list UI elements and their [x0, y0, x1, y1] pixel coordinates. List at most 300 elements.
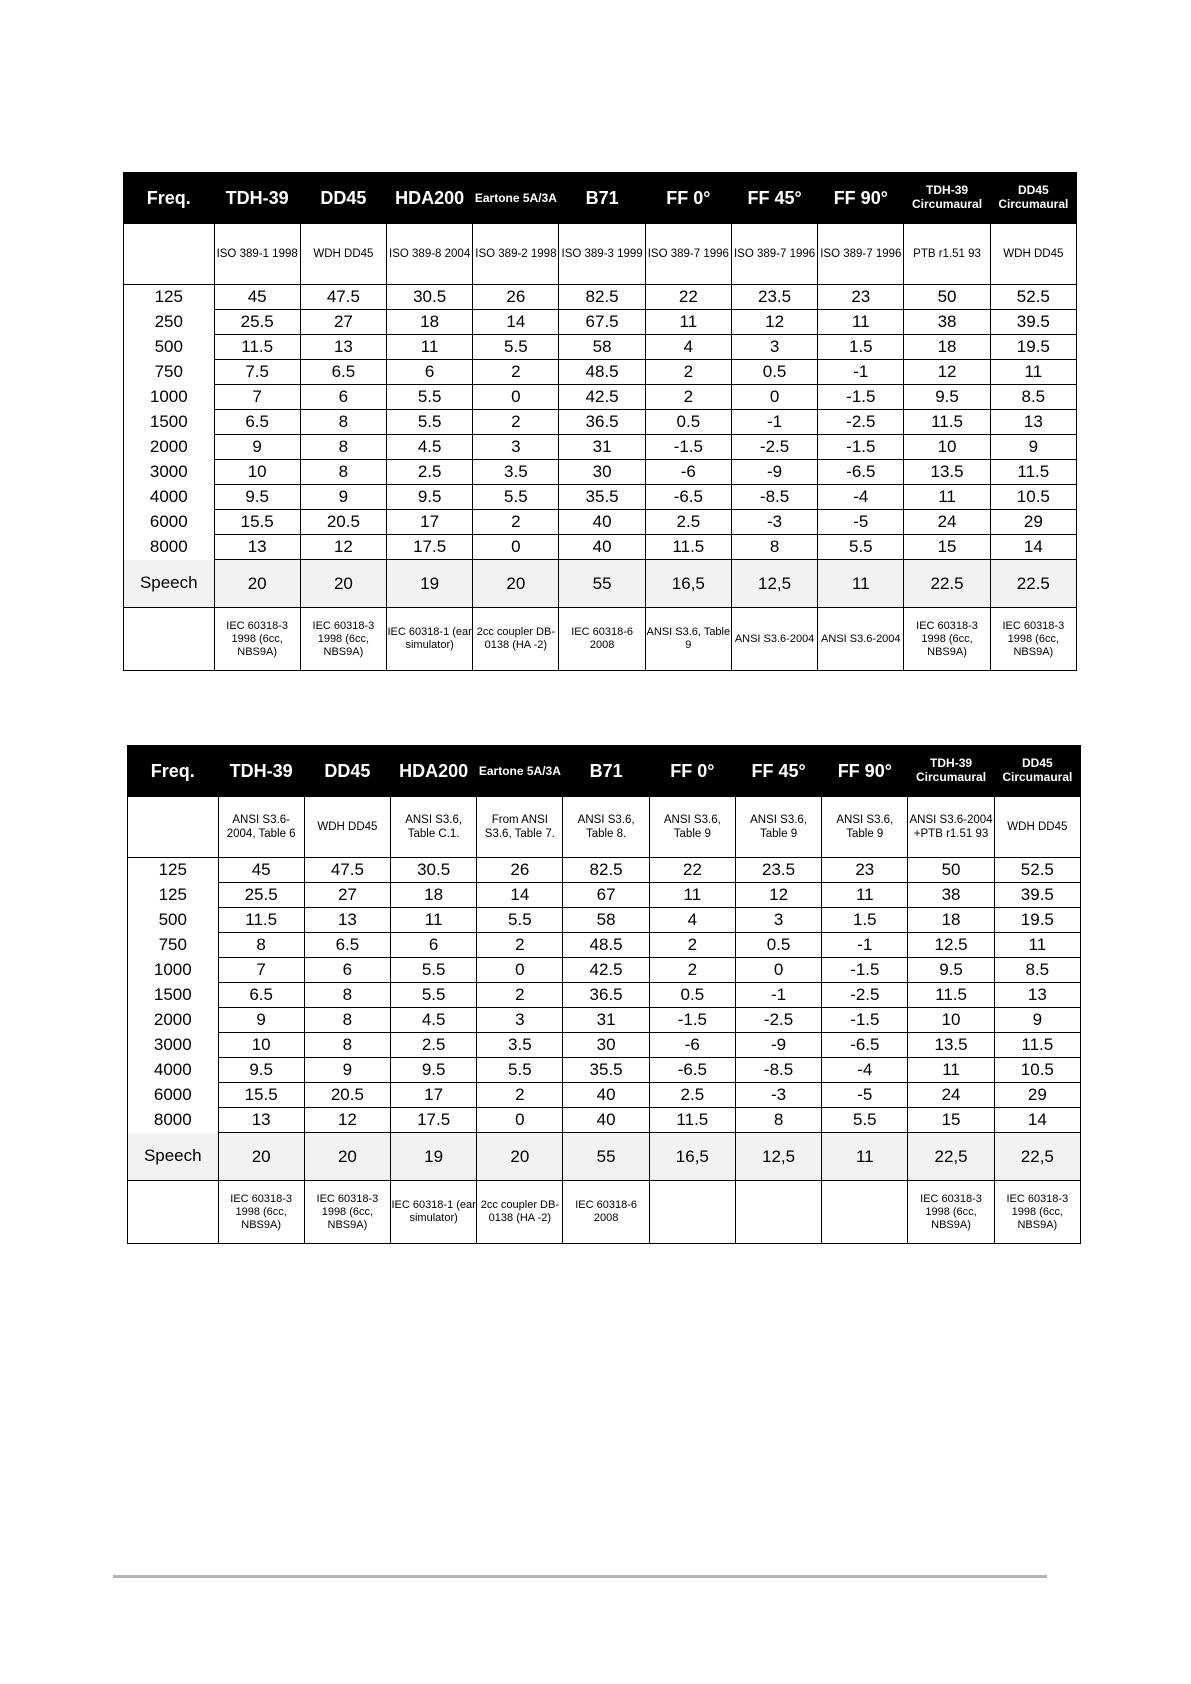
- table-cell: 35.5: [559, 485, 645, 510]
- table-cell: 14: [477, 883, 563, 908]
- frequency-label: 750: [128, 933, 219, 958]
- table-cell: WDH DD45: [304, 797, 390, 858]
- frequency-label: 2000: [128, 1008, 219, 1033]
- table-cell: 23: [818, 285, 904, 310]
- header-label: FF 90°: [833, 187, 888, 208]
- table-cell: 39.5: [990, 310, 1076, 335]
- table-cell: 8: [300, 460, 386, 485]
- table-cell: 2: [473, 410, 559, 435]
- header-label: FF 45°: [747, 187, 802, 208]
- reference-threshold-table-ansi: [127, 745, 1081, 1244]
- table-cell: IEC 60318-3 1998 (6cc, NBS9A): [304, 1181, 390, 1244]
- table-cell: -1.5: [818, 385, 904, 410]
- table-cell: 11: [645, 310, 731, 335]
- table-cell: 9: [304, 1058, 390, 1083]
- table-cell: 12: [735, 883, 821, 908]
- table-cell: 17.5: [391, 1108, 477, 1133]
- table-cell: 3: [731, 335, 817, 360]
- table-cell: 40: [563, 1108, 649, 1133]
- table-cell: 22.5: [990, 560, 1076, 608]
- table-cell: 22: [645, 285, 731, 310]
- table-cell: 2: [473, 510, 559, 535]
- table-cell: WDH DD45: [990, 224, 1076, 285]
- table-cell: 7: [214, 385, 300, 410]
- table-cell: 11.5: [645, 535, 731, 560]
- table-cell: 40: [563, 1083, 649, 1108]
- speech-label: Speech: [128, 1133, 219, 1181]
- table-cell: -9: [735, 1033, 821, 1058]
- table-cell: 0: [731, 385, 817, 410]
- table-cell: ANSI S3.6-2004: [731, 608, 817, 671]
- frequency-row: [128, 1008, 1081, 1033]
- table-cell: 6: [304, 958, 390, 983]
- table-cell: 4: [649, 908, 735, 933]
- table-cell: -1: [731, 410, 817, 435]
- standard-row: [128, 797, 1081, 858]
- table-cell: 11.5: [908, 983, 994, 1008]
- table-cell: [649, 1181, 735, 1244]
- table-cell: -1: [818, 360, 904, 385]
- table-cell: 0.5: [645, 410, 731, 435]
- table-cell: -6.5: [645, 485, 731, 510]
- frequency-label: 1500: [128, 983, 219, 1008]
- header-label: FF 0°: [666, 187, 711, 208]
- coupler-row-label: [128, 1181, 219, 1244]
- table-cell: 11.5: [994, 1033, 1080, 1058]
- table-cell: 11: [822, 1133, 908, 1181]
- table-cell: 5.5: [473, 335, 559, 360]
- standard-row: [124, 224, 1077, 285]
- table-cell: -6.5: [822, 1033, 908, 1058]
- table-cell: 6: [300, 385, 386, 410]
- transducer-header: [214, 173, 300, 224]
- table-cell: IEC 60318-3 1998 (6cc, NBS9A): [300, 608, 386, 671]
- table-cell: 6: [391, 933, 477, 958]
- frequency-row: [124, 485, 1077, 510]
- header-label: B71: [585, 187, 619, 208]
- footer-divider: [113, 1575, 1047, 1578]
- table-cell: 36.5: [559, 410, 645, 435]
- frequency-row: [124, 335, 1077, 360]
- table-cell: 45: [214, 285, 300, 310]
- table-cell: From ANSI S3.6, Table 7.: [477, 797, 563, 858]
- table-cell: 13: [994, 983, 1080, 1008]
- table-cell: 0: [477, 1108, 563, 1133]
- table-cell: 20: [218, 1133, 304, 1181]
- table-cell: -1.5: [822, 958, 908, 983]
- table-cell: -6.5: [818, 460, 904, 485]
- table-cell: 5.5: [473, 485, 559, 510]
- transducer-header: [731, 173, 817, 224]
- table-cell: 19.5: [994, 908, 1080, 933]
- table-cell: 13: [218, 1108, 304, 1133]
- table-cell: 22,5: [908, 1133, 994, 1181]
- table-cell: -2.5: [731, 435, 817, 460]
- table-cell: 2: [649, 958, 735, 983]
- table-cell: 8: [735, 1108, 821, 1133]
- table-cell: 2: [477, 983, 563, 1008]
- table-cell: 35.5: [563, 1058, 649, 1083]
- transducer-header: [477, 746, 563, 797]
- table-cell: 12.5: [908, 933, 994, 958]
- table-cell: 9.5: [214, 485, 300, 510]
- table-cell: 11.5: [214, 335, 300, 360]
- table-cell: 3: [473, 435, 559, 460]
- table-cell: 12: [904, 360, 990, 385]
- transducer-header: [990, 173, 1076, 224]
- transducer-header: [473, 173, 559, 224]
- table-cell: 11: [391, 908, 477, 933]
- transducer-header: [300, 173, 386, 224]
- table-cell: 67: [563, 883, 649, 908]
- table-cell: 5.5: [822, 1108, 908, 1133]
- frequency-label: 750: [124, 360, 215, 385]
- table-cell: 20.5: [304, 1083, 390, 1108]
- table-cell: 23.5: [731, 285, 817, 310]
- table-cell: 11.5: [649, 1108, 735, 1133]
- table-cell: 13: [214, 535, 300, 560]
- header-label: Freq.: [150, 760, 195, 781]
- table-cell: 10: [218, 1033, 304, 1058]
- table-cell: 67.5: [559, 310, 645, 335]
- table-cell: 3.5: [473, 460, 559, 485]
- header-label: TDH-39 Circumaural: [916, 756, 987, 784]
- table-cell: 11: [908, 1058, 994, 1083]
- table-cell: 13.5: [904, 460, 990, 485]
- table-cell: 58: [559, 335, 645, 360]
- table-cell: 0: [735, 958, 821, 983]
- header-label: TDH-39 Circumaural: [912, 183, 983, 211]
- table-cell: 20: [473, 560, 559, 608]
- reference-threshold-table-iso: [123, 172, 1077, 671]
- frequency-label: 125: [128, 858, 219, 883]
- table-cell: -6.5: [649, 1058, 735, 1083]
- table-cell: 6: [387, 360, 473, 385]
- table-cell: 23.5: [735, 858, 821, 883]
- table-cell: ANSI S3.6-2004: [818, 608, 904, 671]
- frequency-label: 1000: [124, 385, 215, 410]
- transducer-header: [563, 746, 649, 797]
- table-cell: 20: [477, 1133, 563, 1181]
- table-cell: PTB r1.51 93: [904, 224, 990, 285]
- frequency-label: 1000: [128, 958, 219, 983]
- header-label: Freq.: [146, 187, 191, 208]
- table-cell: -2.5: [822, 983, 908, 1008]
- table-cell: 22,5: [994, 1133, 1080, 1181]
- table-cell: 2: [645, 360, 731, 385]
- table-cell: IEC 60318-3 1998 (6cc, NBS9A): [218, 1181, 304, 1244]
- table-cell: 10.5: [990, 485, 1076, 510]
- header-row: [128, 746, 1081, 797]
- table-cell: 12: [304, 1108, 390, 1133]
- table-cell: 9.5: [387, 485, 473, 510]
- frequency-row: [128, 1058, 1081, 1083]
- frequency-label: 4000: [124, 485, 215, 510]
- table-cell: 12,5: [731, 560, 817, 608]
- table-cell: 31: [563, 1008, 649, 1033]
- table-cell: 24: [908, 1083, 994, 1108]
- coupler-row-label: [124, 608, 215, 671]
- header-label: DD45 Circumaural: [1002, 756, 1073, 784]
- table-cell: 52.5: [990, 285, 1076, 310]
- table-cell: IEC 60318-3 1998 (6cc, NBS9A): [904, 608, 990, 671]
- table-cell: ISO 389-3 1999: [559, 224, 645, 285]
- transducer-header: [908, 746, 994, 797]
- table-cell: 2.5: [645, 510, 731, 535]
- table-cell: 50: [908, 858, 994, 883]
- table-cell: 6.5: [300, 360, 386, 385]
- table-cell: 1.5: [818, 335, 904, 360]
- table-cell: 4.5: [391, 1008, 477, 1033]
- table-cell: 5.5: [477, 908, 563, 933]
- table-cell: 22: [649, 858, 735, 883]
- table-cell: 8: [218, 933, 304, 958]
- table-cell: 11: [994, 933, 1080, 958]
- table-cell: 18: [904, 335, 990, 360]
- header-label: Eartone 5A/3A: [478, 764, 561, 778]
- frequency-row: [124, 460, 1077, 485]
- table-cell: ISO 389-7 1996: [645, 224, 731, 285]
- frequency-label: 250: [124, 310, 215, 335]
- table-cell: 40: [559, 510, 645, 535]
- frequency-row: [124, 535, 1077, 560]
- header-label: TDH-39: [229, 760, 293, 781]
- frequency-label: 3000: [128, 1033, 219, 1058]
- table-cell: IEC 60318-1 (ear simulator): [387, 608, 473, 671]
- table-cell: 2: [477, 933, 563, 958]
- frequency-label: 3000: [124, 460, 215, 485]
- frequency-row: [124, 435, 1077, 460]
- table-cell: 26: [473, 285, 559, 310]
- table-cell: 6.5: [218, 983, 304, 1008]
- frequency-row: [124, 360, 1077, 385]
- table-cell: 48.5: [563, 933, 649, 958]
- table-cell: ANSI S3.6, Table 9: [645, 608, 731, 671]
- frequency-label: 125: [128, 883, 219, 908]
- table-cell: ANSI S3.6, Table 8.: [563, 797, 649, 858]
- table-cell: -1.5: [645, 435, 731, 460]
- frequency-label: 2000: [124, 435, 215, 460]
- table-cell: 18: [391, 883, 477, 908]
- table-cell: 11: [990, 360, 1076, 385]
- table-cell: 11: [649, 883, 735, 908]
- table-cell: 19: [391, 1133, 477, 1181]
- table-cell: -2.5: [735, 1008, 821, 1033]
- table-cell: 20: [300, 560, 386, 608]
- table-cell: 20: [214, 560, 300, 608]
- table-cell: ANSI S3.6, Table C.1.: [391, 797, 477, 858]
- freq-header: [128, 746, 219, 797]
- table-cell: 42.5: [559, 385, 645, 410]
- table-cell: -5: [822, 1083, 908, 1108]
- table-cell: ANSI S3.6-2004, Table 6: [218, 797, 304, 858]
- frequency-label: 8000: [128, 1108, 219, 1133]
- table-cell: IEC 60318-6 2008: [559, 608, 645, 671]
- table-cell: -1.5: [818, 435, 904, 460]
- frequency-label: 1500: [124, 410, 215, 435]
- table-cell: [822, 1181, 908, 1244]
- table-cell: 47.5: [300, 285, 386, 310]
- table-cell: 12,5: [735, 1133, 821, 1181]
- table-cell: 15: [904, 535, 990, 560]
- table-cell: ISO 389-7 1996: [731, 224, 817, 285]
- table-cell: 0.5: [649, 983, 735, 1008]
- table-cell: ANSI S3.6-2004 +PTB r1.51 93: [908, 797, 994, 858]
- frequency-row: [128, 908, 1081, 933]
- coupler-row: [124, 608, 1077, 671]
- table-cell: 9.5: [218, 1058, 304, 1083]
- table-cell: 7.5: [214, 360, 300, 385]
- standard-row-label: [124, 224, 215, 285]
- table-cell: 9.5: [391, 1058, 477, 1083]
- frequency-row: [128, 858, 1081, 883]
- table-cell: 10.5: [994, 1058, 1080, 1083]
- header-label: HDA200: [399, 760, 469, 781]
- table-cell: 13: [300, 335, 386, 360]
- table-cell: 82.5: [563, 858, 649, 883]
- frequency-row: [124, 385, 1077, 410]
- table-cell: 6.5: [214, 410, 300, 435]
- table-cell: 16,5: [649, 1133, 735, 1181]
- table-cell: 25.5: [214, 310, 300, 335]
- frequency-row: [128, 983, 1081, 1008]
- table-cell: 6.5: [304, 933, 390, 958]
- frequency-row: [128, 1033, 1081, 1058]
- table-cell: 9: [990, 435, 1076, 460]
- frequency-row: [128, 1108, 1081, 1133]
- table-cell: 5.5: [477, 1058, 563, 1083]
- table-cell: 12: [300, 535, 386, 560]
- table-cell: 0.5: [731, 360, 817, 385]
- frequency-label: 500: [128, 908, 219, 933]
- table-cell: 11: [818, 310, 904, 335]
- table-cell: -3: [731, 510, 817, 535]
- table-cell: 13: [990, 410, 1076, 435]
- header-label: B71: [589, 760, 623, 781]
- table-cell: 20.5: [300, 510, 386, 535]
- table-cell: 2: [649, 933, 735, 958]
- freq-header: [124, 173, 215, 224]
- table-cell: IEC 60318-3 1998 (6cc, NBS9A): [214, 608, 300, 671]
- table-cell: 18: [908, 908, 994, 933]
- table-cell: 31: [559, 435, 645, 460]
- table-cell: 14: [990, 535, 1076, 560]
- table-cell: 30: [563, 1033, 649, 1058]
- table-cell: 10: [908, 1008, 994, 1033]
- table-cell: -9: [731, 460, 817, 485]
- table-cell: 16,5: [645, 560, 731, 608]
- table-cell: 17: [387, 510, 473, 535]
- table-cell: -1: [822, 933, 908, 958]
- table-cell: 27: [304, 883, 390, 908]
- table-cell: ISO 389-1 1998: [214, 224, 300, 285]
- table-cell: 47.5: [304, 858, 390, 883]
- table-cell: 12: [731, 310, 817, 335]
- table-cell: 2: [473, 360, 559, 385]
- table-cell: 30.5: [387, 285, 473, 310]
- table-cell: 3.5: [477, 1033, 563, 1058]
- table-cell: ANSI S3.6, Table 9: [822, 797, 908, 858]
- table-cell: 9.5: [904, 385, 990, 410]
- table-cell: 17: [391, 1083, 477, 1108]
- table-cell: -8.5: [735, 1058, 821, 1083]
- transducer-header: [818, 173, 904, 224]
- table-cell: 11: [387, 335, 473, 360]
- coupler-row: [128, 1181, 1081, 1244]
- table-cell: 8: [304, 1008, 390, 1033]
- table-cell: 26: [477, 858, 563, 883]
- transducer-header: [304, 746, 390, 797]
- table-cell: 8: [300, 410, 386, 435]
- table-cell: 0.5: [735, 933, 821, 958]
- table-cell: -5: [818, 510, 904, 535]
- transducer-header: [649, 746, 735, 797]
- frequency-row: [124, 310, 1077, 335]
- speech-row: [128, 1133, 1081, 1181]
- header-label: FF 90°: [837, 760, 892, 781]
- table-cell: 17.5: [387, 535, 473, 560]
- table-cell: 15.5: [218, 1083, 304, 1108]
- header-label: FF 0°: [670, 760, 715, 781]
- transducer-header: [822, 746, 908, 797]
- table-cell: -4: [822, 1058, 908, 1083]
- table-cell: ISO 389-2 1998: [473, 224, 559, 285]
- header-label: TDH-39: [225, 187, 289, 208]
- table-cell: 10: [214, 460, 300, 485]
- transducer-header: [904, 173, 990, 224]
- table-cell: 13.5: [908, 1033, 994, 1058]
- frequency-row: [124, 410, 1077, 435]
- table-cell: 9: [994, 1008, 1080, 1033]
- table-cell: 30: [559, 460, 645, 485]
- header-label: DD45: [320, 187, 367, 208]
- table-cell: -1.5: [649, 1008, 735, 1033]
- table-cell: [735, 1181, 821, 1244]
- table-cell: 0: [477, 958, 563, 983]
- table-cell: 7: [218, 958, 304, 983]
- table-cell: 55: [559, 560, 645, 608]
- table-cell: 20: [304, 1133, 390, 1181]
- table-cell: ANSI S3.6, Table 9: [735, 797, 821, 858]
- frequency-label: 125: [124, 285, 215, 310]
- table-cell: 11.5: [904, 410, 990, 435]
- table-cell: -8.5: [731, 485, 817, 510]
- table-cell: ISO 389-7 1996: [818, 224, 904, 285]
- table-cell: IEC 60318-3 1998 (6cc, NBS9A): [990, 608, 1076, 671]
- table-cell: 11.5: [990, 460, 1076, 485]
- table-cell: 52.5: [994, 858, 1080, 883]
- table-cell: 38: [904, 310, 990, 335]
- header-label: DD45 Circumaural: [998, 183, 1069, 211]
- header-row: [124, 173, 1077, 224]
- table-cell: 18: [387, 310, 473, 335]
- standard-row-label: [128, 797, 219, 858]
- table-cell: 2.5: [387, 460, 473, 485]
- table-cell: 5.5: [387, 410, 473, 435]
- table-cell: 2cc coupler DB-0138 (HA -2): [473, 608, 559, 671]
- frequency-row: [128, 933, 1081, 958]
- table-cell: 5.5: [818, 535, 904, 560]
- table-cell: -6: [645, 460, 731, 485]
- transducer-header: [735, 746, 821, 797]
- table-cell: 23: [822, 858, 908, 883]
- table-cell: 5.5: [387, 385, 473, 410]
- table-cell: 22.5: [904, 560, 990, 608]
- transducer-header: [645, 173, 731, 224]
- table-cell: 38: [908, 883, 994, 908]
- table-cell: 25.5: [218, 883, 304, 908]
- header-label: DD45: [324, 760, 371, 781]
